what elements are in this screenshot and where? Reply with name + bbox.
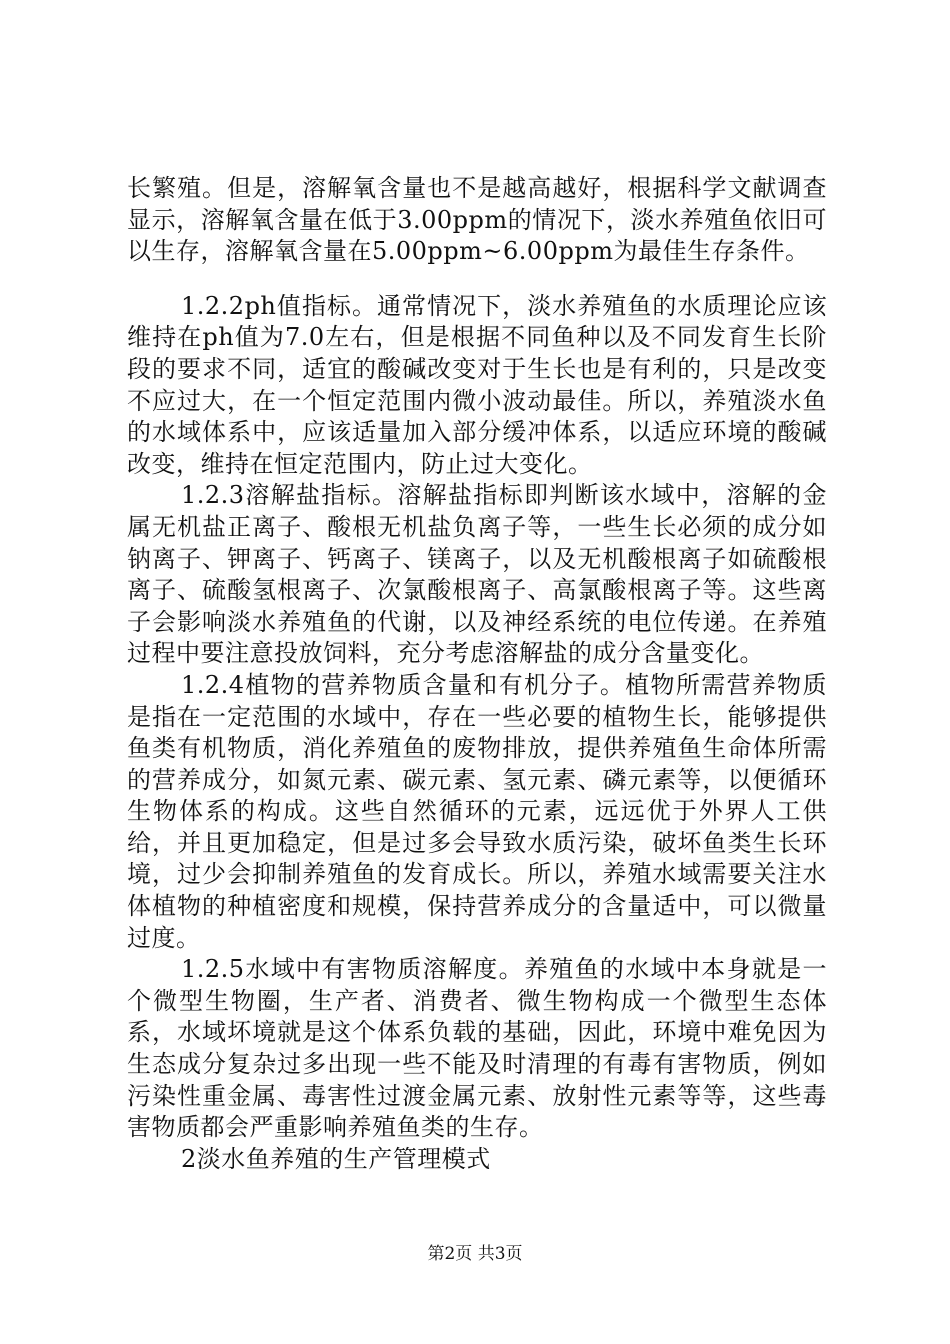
page-number-footer: 第2页 共3页: [427, 1244, 523, 1264]
section-heading-production-management: 2淡水鱼养殖的生产管理模式: [181, 1144, 491, 1173]
paragraph-harmful-substances: 1.2.5水域中有害物质溶解度。养殖鱼的水域中本身就是一个微型生物圈，生产者、消费者、微生物构成一个微型生态体系，水域坏境就是这个体系负载的基础，因此，环境中难免因为生态成分复杂过多出现一些不能及时清理的有毒有害物质，例如污染性重金属、毒害性过渡金属元素、放射性元素等等，这些毒害物质都会严重影响养殖鱼类的生存。: [127, 955, 827, 1142]
paragraph-dissolved-oxygen-continued: 长繁殖。但是，溶解氧含量也不是越高越好，根据科学文献调查显示，溶解氧含量在低于3.00ppm的情况下，淡水养殖鱼依旧可以生存，溶解氧含量在5.00ppm~6.00ppm为最佳生存条件。: [127, 174, 827, 266]
paragraph-dissolved-salt-indicator: 1.2.3溶解盐指标。溶解盐指标即判断该水域中，溶解的金属无机盐正离子、酸根无机盐负离子等，一些生长必须的成分如钠离子、钾离子、钙离子、镁离子，以及无机酸根离子如硫酸根离子、硫酸氢根离子、次氯酸根离子、高氯酸根离子等。这些离子会影响淡水养殖鱼的代谢，以及神经系统的电位传递。在养殖过程中要注意投放饲料，充分考虑溶解盐的成分含量变化。: [127, 481, 827, 668]
paragraph-plant-nutrients: 1.2.4植物的营养物质含量和有机分子。植物所需营养物质是指在一定范围的水域中，存在一些必要的植物生长，能够提供鱼类有机物质，消化养殖鱼的废物排放，提供养殖鱼生命体所需的营养成分，如氮元素、碳元素、氢元素、磷元素等，以便循环生物体系的构成。这些自然循环的元素，远远优于外界人工供给，并且更加稳定，但是过多会导致水质污染，破坏鱼类生长环境，过少会抑制养殖鱼的发育成长。所以，养殖水域需要关注水体植物的种植密度和规模，保持营养成分的含量适中，可以微量过度。: [127, 670, 827, 952]
paragraph-ph-indicator: 1.2.2ph值指标。通常情况下，淡水养殖鱼的水质理论应该维持在ph值为7.0左右，但是根据不同鱼种以及不同发育生长阶段的要求不同，适宜的酸碱改变对于生长也是有利的，只是改变不应过大，在一个恒定范围内微小波动最佳。所以，养殖淡水鱼的水域体系中，应该适量加入部分缓冲体系，以适应环境的酸碱改变，维持在恒定范围内，防止过大变化。: [127, 291, 827, 478]
document-body: [127, 173, 827, 1175]
